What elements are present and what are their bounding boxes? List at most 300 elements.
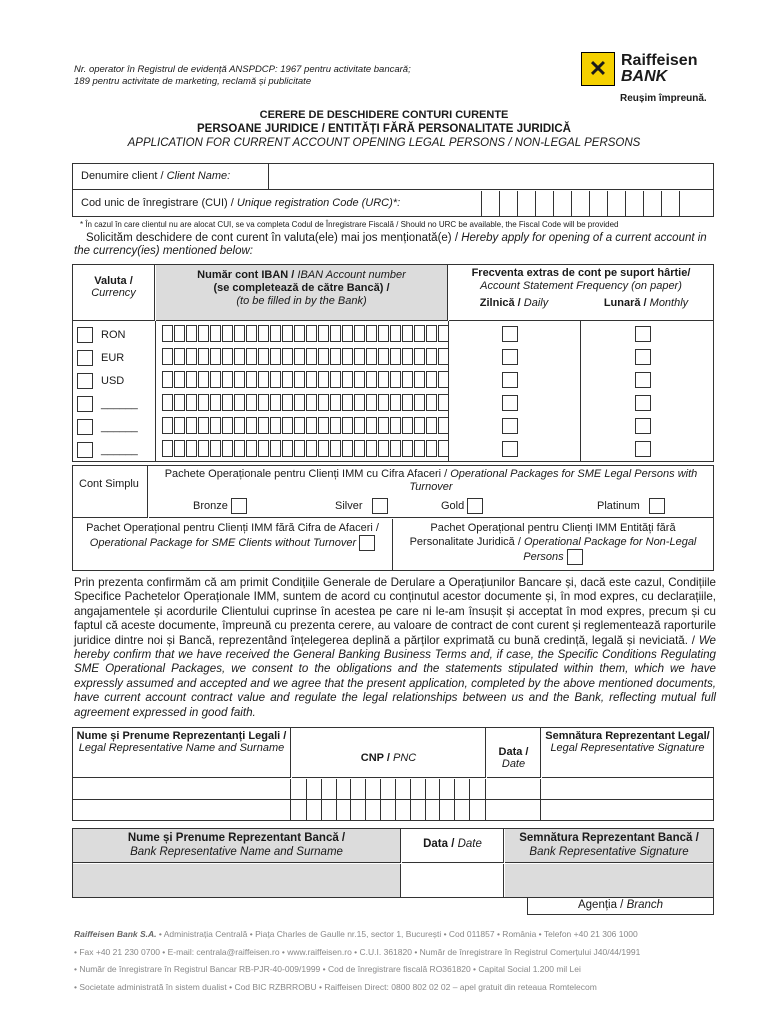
legal-rep-row bbox=[73, 800, 713, 821]
cnp-cell[interactable] bbox=[307, 800, 322, 821]
gold-checkbox[interactable] bbox=[467, 498, 483, 514]
cnp-cell[interactable] bbox=[351, 779, 366, 799]
iban-cell[interactable] bbox=[366, 417, 377, 434]
cnp-cell[interactable] bbox=[396, 779, 411, 799]
cui-cell[interactable] bbox=[661, 191, 679, 217]
confirmation-en: We hereby confirm that we have received the General Banking Business Terms and, if case, the Specific Conditions Regulating SME Operational Packages, we consent to the obligations and the statements stipulated within them, which we have expressly assumed and accepted and we agree that the present application, completed by the above mentioned documents, have current account contract value and regulate the legal relationships between us and the Bank, reflecting mutual full agreement expressed in good faith. bbox=[74, 633, 716, 719]
iban-input-cells[interactable] bbox=[162, 348, 450, 365]
cnp-cell[interactable] bbox=[292, 800, 307, 821]
client-name-label-en: Client Name: bbox=[166, 170, 231, 182]
iban-cell[interactable] bbox=[318, 348, 329, 365]
confirmation-ro: Prin prezenta confirmăm că am primit Condițiile Generale de Derulare a Operațiunilor Bancare și, dacă este cazul, Condițiile Specifice Pachetelor Operaționale IMM, suntem de acord cu conținutul acestor documente și, în mod expres, cu declarațiile, angajamentele și acordurile Clientului cuprinse în acestea pe care ni le-am însușit și acceptat în mod expres, precum și cu faptul că aceste documente, împreună cu prezenta cerere, au valoare de contract de cont curent și reglementează raporturile juridice dintre noi și Bancă, reprezentând înțelegerea deplină a părților exprimată cu bună credință, legală și neviciată. / bbox=[74, 576, 716, 647]
daily-checkbox[interactable] bbox=[502, 395, 518, 411]
branch-label-en: Branch bbox=[626, 899, 664, 911]
iban-cell[interactable] bbox=[186, 325, 197, 342]
cnp-cell[interactable] bbox=[366, 779, 381, 799]
iban-cell[interactable] bbox=[174, 348, 185, 365]
iban-cell[interactable] bbox=[438, 440, 449, 457]
legal-reps-table bbox=[72, 727, 714, 821]
iban-cell[interactable] bbox=[174, 325, 185, 342]
iban-cell[interactable] bbox=[174, 394, 185, 411]
iban-cell[interactable] bbox=[342, 417, 353, 434]
iban-cell[interactable] bbox=[318, 371, 329, 388]
iban-cell[interactable] bbox=[210, 371, 221, 388]
iban-cell[interactable] bbox=[234, 394, 245, 411]
iban-cell[interactable] bbox=[426, 394, 437, 411]
cnp-cell[interactable] bbox=[292, 779, 307, 799]
rep-name-field[interactable] bbox=[73, 779, 291, 799]
cnp-input-cells[interactable] bbox=[292, 779, 486, 799]
rep-signature-field[interactable] bbox=[542, 779, 713, 799]
iban-cell[interactable] bbox=[162, 371, 173, 388]
iban-cell[interactable] bbox=[186, 440, 197, 457]
sme-title-en: Operational Packages for SME Legal Persons with Turnover bbox=[409, 468, 698, 493]
iban-cell[interactable] bbox=[414, 371, 425, 388]
iban-cell[interactable] bbox=[306, 417, 317, 434]
monthly-checkbox[interactable] bbox=[635, 326, 651, 342]
iban-cell[interactable] bbox=[294, 417, 305, 434]
cui-cell[interactable] bbox=[517, 191, 535, 217]
iban-cell[interactable] bbox=[390, 325, 401, 342]
account-row bbox=[73, 323, 713, 346]
iban-cell[interactable] bbox=[210, 440, 221, 457]
iban-cell[interactable] bbox=[330, 417, 341, 434]
cui-cell[interactable] bbox=[607, 191, 625, 217]
iban-cell[interactable] bbox=[198, 417, 209, 434]
bronze-label: Bronze bbox=[193, 499, 228, 512]
iban-cell[interactable] bbox=[234, 325, 245, 342]
iban-cell[interactable] bbox=[306, 394, 317, 411]
iban-cell[interactable] bbox=[270, 417, 281, 434]
iban-input-cells[interactable] bbox=[162, 417, 450, 434]
iban-header2-en: (to be filled in by the Bank) bbox=[236, 295, 367, 307]
iban-cell[interactable] bbox=[330, 371, 341, 388]
iban-cell[interactable] bbox=[234, 440, 245, 457]
rep-name-header-ro: Nume și Prenume Reprezentanți Legali / bbox=[76, 730, 287, 742]
iban-cell[interactable] bbox=[342, 371, 353, 388]
bank-logo bbox=[581, 52, 697, 86]
cnp-cell[interactable] bbox=[455, 779, 470, 799]
iban-input-cells[interactable] bbox=[162, 394, 450, 411]
iban-cell[interactable] bbox=[222, 325, 233, 342]
iban-cell[interactable] bbox=[234, 417, 245, 434]
frequency-header-ro: Frecventa extras de cont pe suport hârtie/ bbox=[471, 267, 691, 279]
frequency-header-en: Account Statement Frequency (on paper) bbox=[480, 280, 682, 292]
confirmation-text bbox=[74, 576, 716, 720]
iban-cell[interactable] bbox=[366, 371, 377, 388]
iban-cell[interactable] bbox=[198, 348, 209, 365]
rep-name-header-en: Legal Representative Name and Surname bbox=[78, 742, 285, 754]
iban-cell[interactable] bbox=[246, 417, 257, 434]
iban-cell[interactable] bbox=[294, 440, 305, 457]
cnp-cell[interactable] bbox=[411, 779, 426, 799]
cui-cell[interactable] bbox=[535, 191, 553, 217]
iban-cell[interactable] bbox=[306, 348, 317, 365]
cui-cell[interactable] bbox=[553, 191, 571, 217]
bank-date-header-ro: Data / bbox=[423, 838, 458, 850]
iban-cell[interactable] bbox=[258, 394, 269, 411]
iban-cell[interactable] bbox=[414, 394, 425, 411]
iban-cell[interactable] bbox=[318, 417, 329, 434]
slogan: Reușim împreună. bbox=[620, 93, 707, 104]
iban-cell[interactable] bbox=[390, 440, 401, 457]
iban-cell[interactable] bbox=[378, 371, 389, 388]
currency-label: ______ bbox=[101, 420, 138, 433]
no-turnover-checkbox[interactable] bbox=[359, 535, 375, 551]
iban-cell[interactable] bbox=[162, 440, 173, 457]
currency-header-ro: Valuta / bbox=[94, 275, 133, 287]
iban-header-en: IBAN Account number bbox=[297, 269, 406, 281]
iban-cell[interactable] bbox=[162, 325, 173, 342]
cnp-cell[interactable] bbox=[440, 800, 455, 821]
cnp-cell[interactable] bbox=[440, 779, 455, 799]
iban-cell[interactable] bbox=[186, 348, 197, 365]
currency-header bbox=[73, 265, 155, 321]
iban-cell[interactable] bbox=[366, 348, 377, 365]
iban-cell[interactable] bbox=[354, 325, 365, 342]
option-platinum[interactable] bbox=[597, 498, 665, 514]
iban-cell[interactable] bbox=[270, 371, 281, 388]
bank-signature-field[interactable] bbox=[505, 864, 713, 897]
iban-cell[interactable] bbox=[438, 325, 449, 342]
cnp-header-ro: CNP / bbox=[360, 752, 393, 764]
iban-cell[interactable] bbox=[270, 325, 281, 342]
rep-signature-header-en: Legal Representative Signature bbox=[550, 742, 705, 754]
frequency-header bbox=[449, 265, 713, 321]
iban-cell[interactable] bbox=[402, 440, 413, 457]
iban-cell[interactable] bbox=[366, 394, 377, 411]
cnp-cell[interactable] bbox=[470, 800, 485, 821]
iban-cell[interactable] bbox=[174, 440, 185, 457]
iban-cell[interactable] bbox=[354, 394, 365, 411]
iban-cell[interactable] bbox=[306, 371, 317, 388]
monthly-checkbox[interactable] bbox=[635, 395, 651, 411]
iban-cell[interactable] bbox=[258, 440, 269, 457]
iban-cell[interactable] bbox=[282, 371, 293, 388]
iban-cell[interactable] bbox=[378, 417, 389, 434]
cui-cell[interactable] bbox=[499, 191, 517, 217]
iban-cell[interactable] bbox=[402, 417, 413, 434]
cnp-cell[interactable] bbox=[381, 800, 396, 821]
gold-label: Gold bbox=[441, 499, 465, 512]
daily-checkbox[interactable] bbox=[502, 372, 518, 388]
request-text-ro: Solicităm deschidere de cont curent în valuta(ele) mai jos menționată(e) / bbox=[86, 232, 462, 244]
cnp-cell[interactable] bbox=[426, 779, 441, 799]
iban-cell[interactable] bbox=[342, 325, 353, 342]
iban-cell[interactable] bbox=[354, 371, 365, 388]
iban-cell[interactable] bbox=[402, 371, 413, 388]
option-gold[interactable] bbox=[441, 498, 483, 514]
bank-rep-name-header-en: Bank Representative Name and Surname bbox=[130, 846, 343, 858]
footer-company: Raiffeisen Bank S.A. bbox=[74, 929, 157, 939]
iban-cell[interactable] bbox=[210, 325, 221, 342]
rep-signature-header-ro: Semnătura Reprezentant Legal/ bbox=[545, 730, 710, 742]
account-row bbox=[73, 415, 713, 438]
footer-line3: • Număr de înregistrare în Registrul Bancar RB-PJR-40-009/1999 • Cod de înregistrare fiscală RO361820 • Capital Social 1.200 mil Lei bbox=[74, 964, 581, 974]
currency-checkbox[interactable] bbox=[77, 396, 93, 412]
iban-cell[interactable] bbox=[426, 417, 437, 434]
cnp-header bbox=[292, 728, 486, 778]
cnp-header-en: PNC bbox=[392, 752, 417, 764]
cnp-cell[interactable] bbox=[307, 779, 322, 799]
iban-cell[interactable] bbox=[390, 394, 401, 411]
iban-input-cells[interactable] bbox=[162, 440, 450, 457]
iban-cell[interactable] bbox=[258, 348, 269, 365]
iban-cell[interactable] bbox=[258, 417, 269, 434]
operator-note bbox=[74, 64, 411, 88]
monthly-header-en: Monthly bbox=[649, 297, 689, 309]
cui-cell[interactable] bbox=[679, 191, 697, 217]
cnp-cell[interactable] bbox=[411, 800, 426, 821]
currency-checkbox[interactable] bbox=[77, 327, 93, 343]
iban-cell[interactable] bbox=[438, 394, 449, 411]
iban-cell[interactable] bbox=[270, 440, 281, 457]
iban-cell[interactable] bbox=[222, 371, 233, 388]
iban-cell[interactable] bbox=[186, 394, 197, 411]
iban-header bbox=[156, 265, 448, 321]
rep-signature-header bbox=[542, 728, 713, 778]
iban-cell[interactable] bbox=[282, 348, 293, 365]
monthly-checkbox[interactable] bbox=[635, 349, 651, 365]
iban-cell[interactable] bbox=[294, 348, 305, 365]
iban-cell[interactable] bbox=[426, 440, 437, 457]
iban-cell[interactable] bbox=[378, 440, 389, 457]
cui-input-cells[interactable] bbox=[481, 191, 697, 217]
iban-cell[interactable] bbox=[210, 348, 221, 365]
rep-date-header-en: Date bbox=[501, 758, 526, 770]
iban-cell[interactable] bbox=[390, 417, 401, 434]
monthly-checkbox[interactable] bbox=[635, 372, 651, 388]
iban-cell[interactable] bbox=[210, 394, 221, 411]
cui-footnote: * În cazul în care clientul nu are alocat CUI, se va completa Codul de Înregistrare Fiscală / Should no URC be available, the Fiscal Code will be provided bbox=[80, 220, 619, 229]
non-legal-en: Operational Package for Non-Legal Persons bbox=[523, 536, 697, 563]
title-line1: CERERE DE DESCHIDERE CONTURI CURENTE bbox=[259, 109, 509, 121]
iban-cell[interactable] bbox=[378, 394, 389, 411]
iban-cell[interactable] bbox=[390, 371, 401, 388]
cnp-cell[interactable] bbox=[470, 779, 485, 799]
iban-cell[interactable] bbox=[270, 394, 281, 411]
cui-cell[interactable] bbox=[571, 191, 589, 217]
iban-cell[interactable] bbox=[234, 371, 245, 388]
iban-header-ro: Număr cont IBAN / bbox=[197, 269, 298, 281]
iban-cell[interactable] bbox=[354, 417, 365, 434]
bank-rep-name-header-ro: Nume și Prenume Reprezentant Bancă / bbox=[127, 832, 346, 844]
iban-cell[interactable] bbox=[222, 394, 233, 411]
iban-cell[interactable] bbox=[294, 325, 305, 342]
form-title bbox=[0, 108, 768, 150]
daily-header bbox=[449, 297, 579, 310]
client-cui-label bbox=[73, 191, 481, 217]
iban-cell[interactable] bbox=[306, 325, 317, 342]
iban-cell[interactable] bbox=[414, 325, 425, 342]
iban-cell[interactable] bbox=[246, 325, 257, 342]
currency-header-en: Currency bbox=[91, 287, 136, 299]
iban-cell[interactable] bbox=[402, 348, 413, 365]
currency-checkbox[interactable] bbox=[77, 442, 93, 458]
iban-cell[interactable] bbox=[162, 348, 173, 365]
daily-header-ro: Zilnică / bbox=[479, 297, 524, 309]
iban-cell[interactable] bbox=[282, 394, 293, 411]
iban-cell[interactable] bbox=[198, 394, 209, 411]
iban-cell[interactable] bbox=[414, 417, 425, 434]
rep-date-field[interactable] bbox=[487, 800, 541, 821]
iban-cell[interactable] bbox=[402, 394, 413, 411]
cnp-cell[interactable] bbox=[322, 800, 337, 821]
iban-cell[interactable] bbox=[282, 417, 293, 434]
iban-cell[interactable] bbox=[198, 371, 209, 388]
bank-date-field[interactable] bbox=[402, 864, 504, 897]
iban-cell[interactable] bbox=[186, 371, 197, 388]
daily-checkbox[interactable] bbox=[502, 326, 518, 342]
cnp-cell[interactable] bbox=[351, 800, 366, 821]
iban-cell[interactable] bbox=[246, 440, 257, 457]
cui-cell[interactable] bbox=[589, 191, 607, 217]
iban-cell[interactable] bbox=[210, 417, 221, 434]
iban-cell[interactable] bbox=[246, 348, 257, 365]
request-text-en: Hereby apply for opening of a current account in the currency(ies) mentioned below: bbox=[74, 232, 707, 257]
iban-cell[interactable] bbox=[174, 371, 185, 388]
operator-note-line2: 189 pentru activitate de marketing, reclamă și publicitate bbox=[74, 76, 312, 87]
iban-cell[interactable] bbox=[378, 348, 389, 365]
cnp-cell[interactable] bbox=[366, 800, 381, 821]
daily-checkbox[interactable] bbox=[502, 349, 518, 365]
no-turnover-option[interactable] bbox=[73, 519, 393, 571]
iban-cell[interactable] bbox=[366, 440, 377, 457]
silver-checkbox[interactable] bbox=[372, 498, 388, 514]
title-line2: PERSOANE JURIDICE / ENTITĂȚI FĂRĂ PERSONALITATE JURIDICĂ bbox=[197, 123, 571, 135]
platinum-checkbox[interactable] bbox=[649, 498, 665, 514]
bronze-checkbox[interactable] bbox=[231, 498, 247, 514]
rep-signature-field[interactable] bbox=[542, 800, 713, 821]
iban-cell[interactable] bbox=[186, 417, 197, 434]
iban-cell[interactable] bbox=[354, 440, 365, 457]
iban-cell[interactable] bbox=[318, 394, 329, 411]
iban-cell[interactable] bbox=[222, 348, 233, 365]
iban-cell[interactable] bbox=[222, 417, 233, 434]
iban-input-cells[interactable] bbox=[162, 325, 450, 342]
iban-cell[interactable] bbox=[294, 394, 305, 411]
iban-cell[interactable] bbox=[414, 440, 425, 457]
currency-label: RON bbox=[101, 328, 126, 341]
iban-cell[interactable] bbox=[342, 394, 353, 411]
iban-cell[interactable] bbox=[414, 348, 425, 365]
currency-checkbox[interactable] bbox=[77, 419, 93, 435]
cnp-cell[interactable] bbox=[426, 800, 441, 821]
daily-checkbox[interactable] bbox=[502, 441, 518, 457]
iban-cell[interactable] bbox=[426, 371, 437, 388]
iban-cell[interactable] bbox=[234, 348, 245, 365]
option-silver[interactable] bbox=[335, 498, 388, 514]
cnp-cell[interactable] bbox=[337, 779, 352, 799]
client-section bbox=[72, 163, 714, 217]
non-legal-ro: Pachet Operațional pentru Clienți IMM Entități fără Personalitate Juridică / bbox=[409, 522, 676, 548]
iban-cell[interactable] bbox=[162, 394, 173, 411]
iban-cell[interactable] bbox=[330, 325, 341, 342]
iban-cell[interactable] bbox=[342, 440, 353, 457]
iban-cell[interactable] bbox=[330, 348, 341, 365]
non-legal-option[interactable] bbox=[394, 519, 712, 571]
currency-label: EUR bbox=[101, 351, 125, 364]
cnp-cell[interactable] bbox=[396, 800, 411, 821]
cnp-cell[interactable] bbox=[381, 779, 396, 799]
cui-cell[interactable] bbox=[625, 191, 643, 217]
iban-cell[interactable] bbox=[354, 348, 365, 365]
iban-cell[interactable] bbox=[174, 417, 185, 434]
daily-checkbox[interactable] bbox=[502, 418, 518, 434]
silver-label: Silver bbox=[335, 499, 363, 512]
brand-bank: BANK bbox=[621, 68, 668, 85]
accounts-table bbox=[72, 264, 714, 462]
cui-cell[interactable] bbox=[481, 191, 499, 217]
cnp-cell[interactable] bbox=[337, 800, 352, 821]
iban-cell[interactable] bbox=[258, 325, 269, 342]
legal-rep-row bbox=[73, 779, 713, 800]
iban-cell[interactable] bbox=[438, 348, 449, 365]
iban-cell[interactable] bbox=[378, 325, 389, 342]
iban-cell[interactable] bbox=[246, 394, 257, 411]
bank-rep-name-field[interactable] bbox=[73, 864, 401, 897]
cnp-cell[interactable] bbox=[322, 779, 337, 799]
simple-account-option[interactable] bbox=[73, 466, 148, 518]
branch-field[interactable] bbox=[527, 897, 714, 915]
iban-cell[interactable] bbox=[330, 440, 341, 457]
non-legal-checkbox[interactable] bbox=[567, 549, 583, 565]
iban-cell[interactable] bbox=[162, 417, 173, 434]
iban-cell[interactable] bbox=[390, 348, 401, 365]
bank-rep-table bbox=[72, 828, 714, 898]
iban-cell[interactable] bbox=[258, 371, 269, 388]
iban-cell[interactable] bbox=[222, 440, 233, 457]
iban-cell[interactable] bbox=[318, 440, 329, 457]
iban-cell[interactable] bbox=[246, 371, 257, 388]
iban-cell[interactable] bbox=[438, 417, 449, 434]
iban-cell[interactable] bbox=[294, 371, 305, 388]
operator-note-line1: Nr. operator în Registrul de evidență ANSPDCP: 1967 pentru activitate bancară; bbox=[74, 64, 411, 75]
currency-checkbox[interactable] bbox=[77, 350, 93, 366]
iban-cell[interactable] bbox=[282, 440, 293, 457]
iban-cell[interactable] bbox=[402, 325, 413, 342]
iban-cell[interactable] bbox=[426, 348, 437, 365]
iban-cell[interactable] bbox=[270, 348, 281, 365]
account-row bbox=[73, 346, 713, 369]
iban-cell[interactable] bbox=[198, 325, 209, 342]
iban-cell[interactable] bbox=[342, 348, 353, 365]
bank-signature-header-ro: Semnătura Reprezentant Bancă / bbox=[519, 832, 699, 844]
rep-date-field[interactable] bbox=[487, 779, 541, 799]
monthly-checkbox[interactable] bbox=[635, 441, 651, 457]
iban-cell[interactable] bbox=[438, 371, 449, 388]
client-name-field[interactable] bbox=[269, 164, 713, 189]
iban-cell[interactable] bbox=[366, 325, 377, 342]
monthly-checkbox[interactable] bbox=[635, 418, 651, 434]
iban-cell[interactable] bbox=[318, 325, 329, 342]
iban-input-cells[interactable] bbox=[162, 371, 450, 388]
iban-cell[interactable] bbox=[282, 325, 293, 342]
iban-cell[interactable] bbox=[306, 440, 317, 457]
client-name-label bbox=[73, 164, 269, 189]
iban-cell[interactable] bbox=[330, 394, 341, 411]
footer-line1: • Administrația Centrală • Piața Charles de Gaulle nr.15, sector 1, București • Cod 011857 • România • Telefon +40 21 306 1000 bbox=[156, 929, 638, 939]
rep-name-field[interactable] bbox=[73, 800, 291, 821]
cnp-input-cells[interactable] bbox=[292, 800, 486, 821]
raiffeisen-gable-icon: ✕ bbox=[581, 52, 615, 86]
iban-cell[interactable] bbox=[426, 325, 437, 342]
cnp-cell[interactable] bbox=[455, 800, 470, 821]
currency-checkbox[interactable] bbox=[77, 373, 93, 389]
iban-cell[interactable] bbox=[198, 440, 209, 457]
option-bronze[interactable] bbox=[193, 498, 247, 514]
cui-cell[interactable] bbox=[643, 191, 661, 217]
